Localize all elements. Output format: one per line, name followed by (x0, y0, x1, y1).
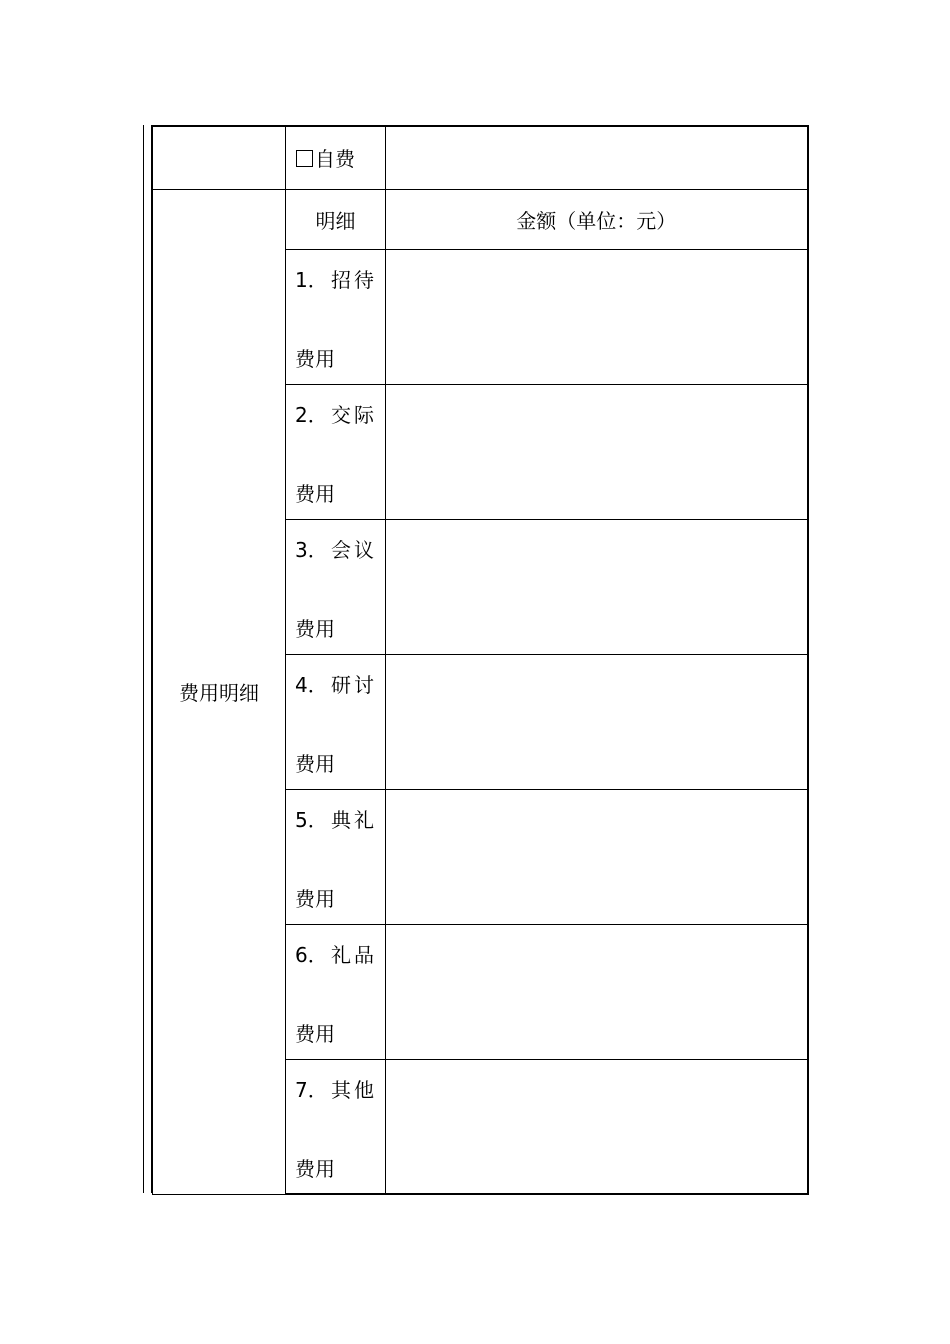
table-left-double-border (143, 125, 152, 1193)
self-funded-label: 自费 (315, 147, 355, 172)
item-suffix: 费用 (295, 346, 335, 371)
self-funded-option[interactable] (286, 126, 386, 189)
item-number: 2． (295, 402, 328, 427)
expense-item-label (286, 789, 386, 924)
detail-section-label: 费用明细 (153, 189, 286, 1194)
expense-item-label (286, 384, 386, 519)
item-name: 研讨 (331, 672, 377, 697)
item-suffix: 费用 (295, 1156, 335, 1181)
funding-label-cell (153, 126, 286, 189)
expense-amount-field[interactable] (386, 384, 808, 519)
item-number: 3． (295, 537, 328, 562)
expense-amount-field[interactable] (386, 519, 808, 654)
item-suffix: 费用 (295, 751, 335, 776)
item-number: 1． (295, 267, 328, 292)
item-number: 7． (295, 1077, 328, 1102)
item-number: 4． (295, 672, 328, 697)
funding-row (153, 126, 808, 189)
item-name: 招待 (331, 267, 377, 292)
amount-column-header: 金额（单位：元） (386, 189, 808, 249)
expense-amount-field[interactable] (386, 924, 808, 1059)
item-suffix: 费用 (295, 616, 335, 641)
item-name: 礼品 (331, 942, 377, 967)
expense-item-label (286, 1059, 386, 1194)
checkbox-icon[interactable] (296, 150, 313, 167)
funding-value-cell[interactable] (386, 126, 808, 189)
item-suffix: 费用 (295, 886, 335, 911)
expense-item-label (286, 924, 386, 1059)
detail-column-header: 明细 (286, 189, 386, 249)
item-suffix: 费用 (295, 1021, 335, 1046)
item-suffix: 费用 (295, 481, 335, 506)
item-name: 会议 (331, 537, 377, 562)
detail-header-row (153, 189, 808, 249)
item-number: 6． (295, 942, 328, 967)
expense-amount-field[interactable] (386, 1059, 808, 1194)
expense-form-table (152, 125, 809, 1195)
item-name: 其他 (331, 1077, 377, 1102)
expense-amount-field[interactable] (386, 654, 808, 789)
expense-item-label (286, 519, 386, 654)
item-number: 5． (295, 807, 328, 832)
expense-amount-field[interactable] (386, 789, 808, 924)
item-name: 交际 (331, 402, 377, 427)
expense-item-label (286, 249, 386, 384)
expense-item-label (286, 654, 386, 789)
expense-amount-field[interactable] (386, 249, 808, 384)
item-name: 典礼 (331, 807, 377, 832)
